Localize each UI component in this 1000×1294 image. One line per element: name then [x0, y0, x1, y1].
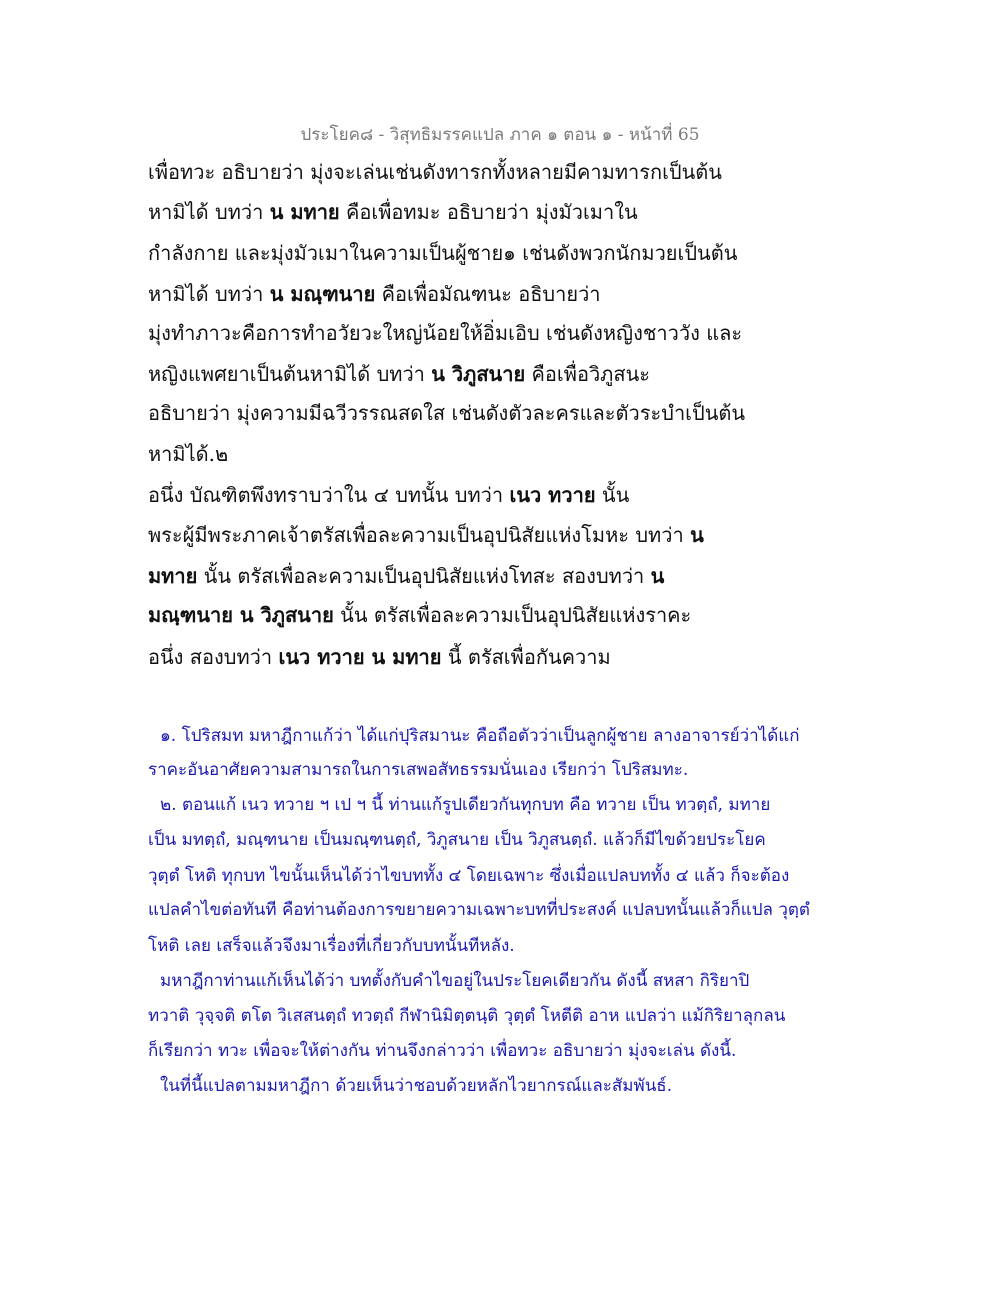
text-run: คือเพื่อวิภูสนะ: [525, 362, 650, 386]
footnote-line: ในที่นี้แปลตามมหาฎีกา ด้วยเห็นว่าชอบด้วยหลักไวยากรณ์และสัมพันธ์.: [160, 1076, 673, 1096]
body-line: [148, 439, 228, 469]
text-run: คือเพื่อมัณฑนะ อธิบายว่า: [375, 282, 601, 306]
text-run: นี้ ตรัสเพื่อกันความ: [441, 645, 611, 669]
text-run: อธิบายว่า มุ่งความมีฉวีวรรณสดใส เช่นดังตัวละครและตัวระบำเป็นต้น: [148, 401, 746, 425]
text-run: นั้น ตรัสเพื่อละความเป็นอุปนิสัยแห่งราคะ: [333, 603, 692, 627]
text-run: หญิงแพศยาเป็นต้นหามิได้ บทว่า: [148, 362, 432, 386]
footnote-line: แปลคำไขต่อทันที คือท่านต้องการขยายความเฉพาะบทที่ประสงค์ แปลบทนั้นแล้วก็แปล วุตฺตํ: [148, 900, 810, 920]
footnote-line: โหติ เลย เสร็จแล้วจึงมาเรื่องที่เกี่ยวกับบทนั้นทีหลัง.: [148, 936, 515, 956]
page-header: ประโยค๘ - วิสุทธิมรรคแปล ภาค ๑ ตอน ๑ - หน้าที่ 65: [300, 125, 700, 145]
footnote-line: เป็น มทตฺถํ, มณฺฑนาย เป็นมณฺฑนตฺถํ, วิภูสนาย เป็น วิภูสนตฺถํ. แล้วก็มีไขด้วยประโยค: [148, 830, 766, 850]
bold-term: มณฺฑนาย น วิภูสนาย: [148, 603, 334, 627]
bold-term: เนว ทวาย: [509, 483, 596, 507]
body-line: [148, 480, 629, 510]
footnote-line: ๑. โปริสมท มหาฎีกาแก้ว่า ได้แก่ปุริสมานะ คือถือตัวว่าเป็นลูกผู้ชาย ลางอาจารย์ว่าได้แก่: [160, 726, 800, 746]
bold-term: น วิภูสนาย: [431, 362, 526, 386]
body-line: [148, 398, 745, 428]
body-line: [148, 197, 638, 227]
body-line: [148, 520, 704, 550]
text-run: หามิได้ บทว่า: [148, 282, 270, 306]
body-line: [148, 359, 650, 389]
body-line: [148, 600, 691, 630]
footnote-line: ๒. ตอนแก้ เนว ทวาย ฯ เป ฯ นี้ ท่านแก้รูปเดียวกันทุกบท คือ ทวาย เป็น ทวตฺถํ, มทาย: [160, 795, 771, 815]
body-line: [148, 238, 737, 268]
text-run: มุ่งทำภาวะคือการทำอวัยวะใหญ่น้อยให้อิ่มเอิบ เช่นดังหญิงชาววัง และ: [148, 321, 743, 345]
text-run: นั้น: [595, 483, 630, 507]
footnote-line: ก็เรียกว่า ทวะ เพื่อจะให้ต่างกัน ท่านจึงกล่าวว่า เพื่อทวะ อธิบายว่า มุ่งจะเล่น ดังนี้.: [148, 1041, 737, 1061]
bold-term: น มทาย: [269, 200, 340, 224]
body-line: [148, 157, 722, 187]
text-run: นั้น ตรัสเพื่อละความเป็นอุปนิสัยแห่งโทสะ สองบทว่า: [197, 564, 651, 588]
footnote-line: ทวาติ วุจฺจติ ตโต วิเสสนตฺถํ ทวตฺถํ กีฬานิมิตฺตนฺติ วุตฺตํ โหตีติ อาห แปลว่า แม้กิริยาลุกลน: [148, 1006, 786, 1026]
text-run: หามิได้ บทว่า: [148, 200, 270, 224]
text-run: กำลังกาย และมุ่งมัวเมาในความเป็นผู้ชาย๑ เช่นดังพวกนักมวยเป็นต้น: [148, 241, 738, 265]
footnote-line: วุตฺตํ โหติ ทุกบท ไขนั้นเห็นได้ว่าไขบททั้ง ๔ โดยเฉพาะ ซึ่งเมื่อแปลบททั้ง ๔ แล้ว ก็จะต้อง: [148, 866, 790, 886]
body-line: [148, 561, 664, 591]
bold-term: เนว ทวาย น มทาย: [278, 645, 442, 669]
text-run: หามิได้.๒: [148, 442, 229, 466]
body-line: [148, 318, 742, 348]
bold-term: น: [690, 523, 704, 547]
body-line: [148, 279, 601, 309]
text-run: อนึ่ง บัณฑิตพึงทราบว่าใน ๔ บทนั้น บทว่า: [148, 483, 510, 507]
body-line: [148, 642, 611, 672]
text-run: เพื่อทวะ อธิบายว่า มุ่งจะเล่นเช่นดังทารกทั้งหลายมีคามทารกเป็นต้น: [148, 160, 722, 184]
footnote-line: ราคะอันอาศัยความสามารถในการเสพอสัทธรรมนั่นเอง เรียกว่า โปริสมทะ.: [148, 760, 689, 780]
text-run: อนึ่ง สองบทว่า: [148, 645, 279, 669]
text-run: พระผู้มีพระภาคเจ้าตรัสเพื่อละความเป็นอุปนิสัยแห่งโมหะ บทว่า: [148, 523, 691, 547]
bold-term: มทาย: [148, 564, 198, 588]
bold-term: น มณฺฑนาย: [269, 282, 376, 306]
bold-term: น: [650, 564, 665, 588]
text-run: คือเพื่อทมะ อธิบายว่า มุ่งมัวเมาใน: [339, 200, 638, 224]
footnote-line: มหาฎีกาท่านแก้เห็นได้ว่า บทตั้งกับคำไขอยู่ในประโยคเดียวกัน ดังนี้ สหสา กิริยาปิ: [160, 971, 750, 991]
